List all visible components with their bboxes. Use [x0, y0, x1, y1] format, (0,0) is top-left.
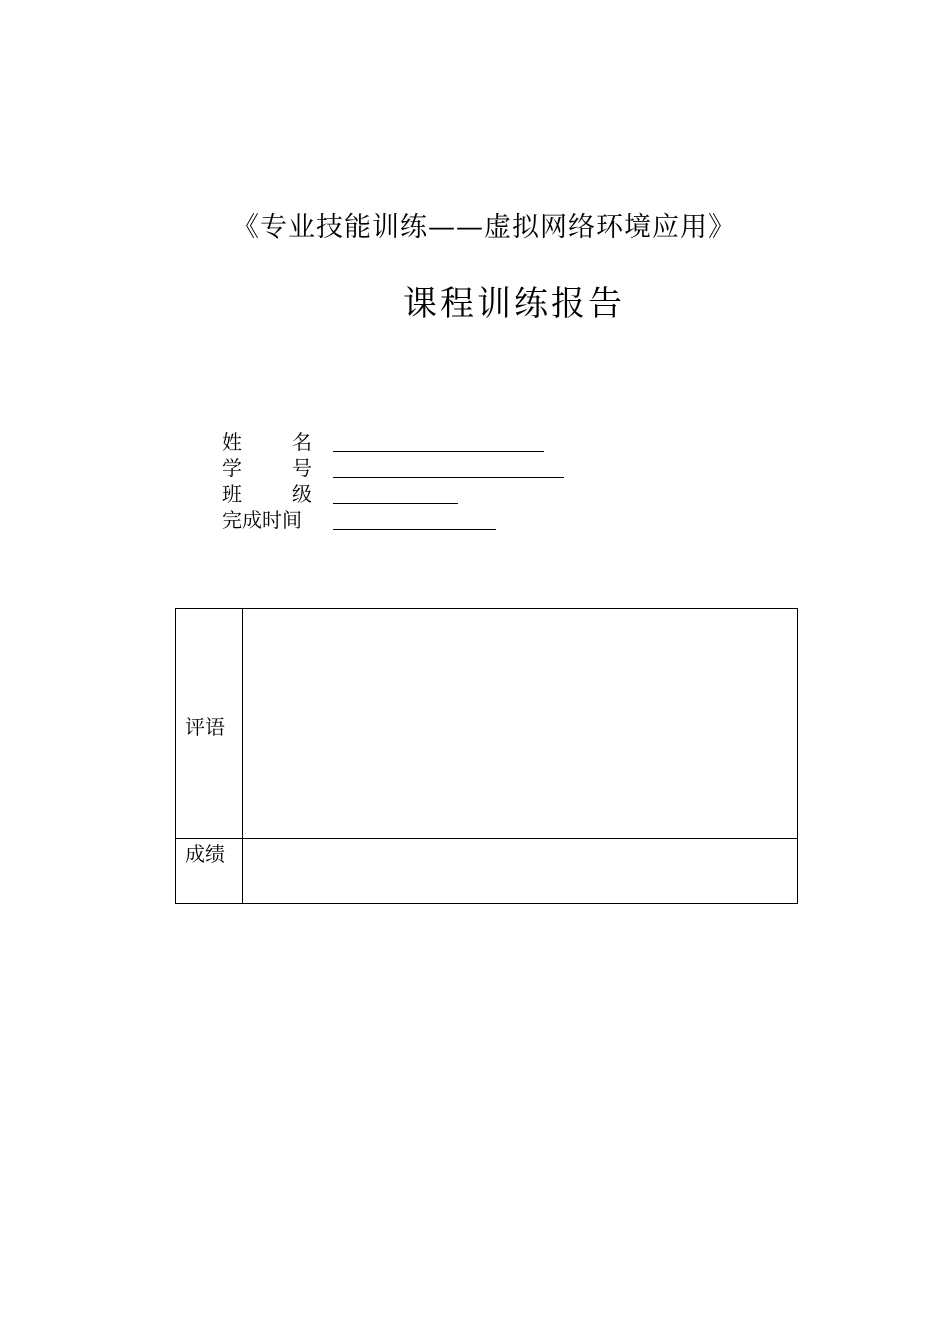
student-id-field[interactable]: [333, 477, 564, 478]
name-field[interactable]: [333, 451, 544, 452]
student-id-label-last: 号: [292, 456, 312, 480]
student-id-label-first: 学: [222, 456, 242, 480]
grade-label: 成绩: [185, 842, 225, 866]
name-label-last: 名: [292, 430, 312, 454]
class-label: [222, 481, 312, 507]
evaluation-table: [175, 608, 798, 904]
class-label-first: 班: [222, 482, 242, 506]
comment-cell[interactable]: [243, 609, 797, 838]
name-label: [222, 429, 312, 455]
completion-time-field[interactable]: [333, 529, 496, 530]
grade-cell[interactable]: [243, 839, 797, 903]
student-id-label: [222, 455, 312, 481]
comment-label: 评语: [185, 715, 225, 739]
class-field[interactable]: [333, 503, 458, 504]
completion-time-label: [222, 507, 312, 533]
report-title: 课程训练报告: [403, 284, 625, 324]
completion-time-label-text: 完成时间: [222, 508, 302, 532]
course-title: 《专业技能训练——虚拟网络环境应用》: [232, 212, 736, 243]
class-label-last: 级: [292, 482, 312, 506]
name-label-first: 姓: [222, 430, 242, 454]
